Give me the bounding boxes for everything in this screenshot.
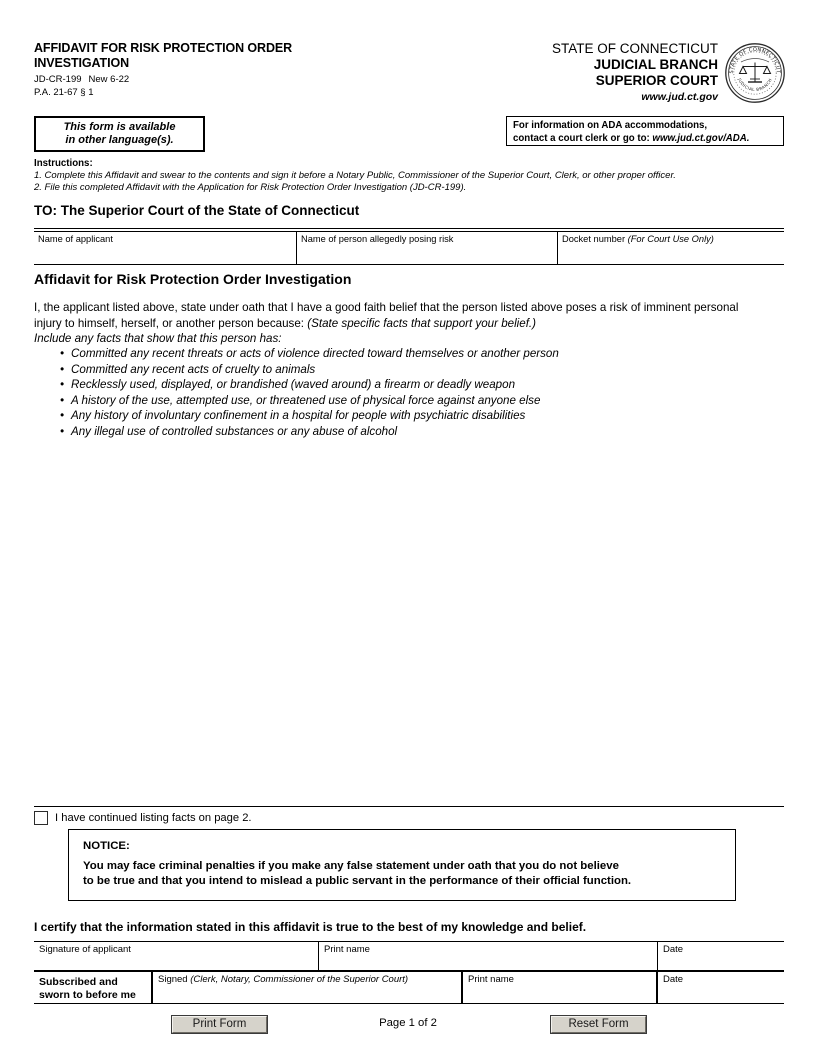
instructions-item-1: 1. Complete this Affidavit and swear to the contents and sign it before a Notary Public, Commissioner of the Superior Court, Clerk, or other proper officer. xyxy=(34,170,676,181)
form-statute: P.A. 21-67 § 1 xyxy=(34,86,94,98)
header-left xyxy=(34,41,414,99)
person-at-risk-label: Name of person allegedly posing risk xyxy=(301,234,454,244)
ada-accommodations-box xyxy=(506,116,784,146)
to-court-line: TO: The Superior Court of the State of Connecticut xyxy=(34,203,360,218)
judicial-branch-line: JUDICIAL BRANCH xyxy=(593,57,718,72)
party-fields-row xyxy=(34,228,784,264)
certification-statement: I certify that the information stated in this affidavit is true to the best of my knowledge and belief. xyxy=(34,920,587,934)
form-header xyxy=(34,41,786,105)
ada-line2-prefix: contact a court clerk or go to: xyxy=(513,132,653,144)
notice-box xyxy=(68,829,736,901)
officer-signed-label: Signed xyxy=(158,974,191,985)
svg-text:STATE OF CONNECTICUT: STATE OF CONNECTICUT xyxy=(728,46,782,74)
instructions-item-2: 2. File this completed Affidavit with the Application for Risk Protection Order Investigation (JD-CR-199). xyxy=(34,182,467,194)
header-right xyxy=(552,41,786,105)
continued-on-page-2-row[interactable] xyxy=(34,811,252,825)
form-code-line xyxy=(34,74,414,87)
facts-area-divider xyxy=(34,806,784,807)
court-identity xyxy=(552,41,718,105)
form-code: JD-CR-199 xyxy=(34,74,82,85)
officer-date-field[interactable] xyxy=(658,972,784,1003)
subscribed-line2: sworn to before me xyxy=(39,989,136,1001)
docket-number-field[interactable] xyxy=(558,232,784,265)
applicant-print-name-field[interactable] xyxy=(319,942,658,970)
notice-heading: NOTICE: xyxy=(83,840,130,852)
table-row xyxy=(34,942,784,972)
affidavit-section-title: Affidavit for Risk Protection Order Investigation xyxy=(34,271,352,287)
form-code-block xyxy=(34,74,414,99)
print-form-button[interactable]: Print Form xyxy=(172,1016,267,1033)
affidavit-include-facts: Include any facts that show that this person has: xyxy=(34,332,282,346)
ada-line1: For information on ADA accommodations, xyxy=(513,120,708,131)
superior-court-line: SUPERIOR COURT xyxy=(595,73,718,88)
officer-print-name-label: Print name xyxy=(468,974,514,985)
list-item: • Any history of involuntary confinement in a hospital for people with psychiatric disabilities xyxy=(60,408,760,424)
affidavit-paragraph-text: I, the applicant listed above, state under oath that I have a good faith belief that the person listed above poses a risk of imminent personal injury to himself, herself, or another person because: xyxy=(34,301,739,330)
officer-signed-note: (Clerk, Notary, Commissioner of the Superior Court) xyxy=(190,974,409,985)
judicial-branch-seal-icon xyxy=(724,42,786,104)
instructions-heading: Instructions: xyxy=(34,158,93,169)
language-line1: This form is available xyxy=(63,120,176,133)
instructions-block xyxy=(34,158,784,195)
ada-line2 xyxy=(513,133,777,146)
person-at-risk-field[interactable] xyxy=(297,232,558,265)
form-revision: New 6-22 xyxy=(88,74,130,85)
applicant-date-label: Date xyxy=(663,944,684,955)
signature-table xyxy=(34,941,784,1004)
form-title xyxy=(34,41,414,70)
facts-bullet-list xyxy=(60,346,760,440)
list-item: • Committed any recent threats or acts of violence directed toward themselves or another person xyxy=(60,346,760,362)
docket-number-note: (For Court Use Only) xyxy=(627,234,714,244)
applicant-signature-field[interactable] xyxy=(34,942,319,970)
applicant-signature-label: Signature of applicant xyxy=(39,944,131,955)
applicant-date-field[interactable] xyxy=(658,942,784,970)
list-item: • Committed any recent acts of cruelty to animals xyxy=(60,362,760,378)
applicant-name-label: Name of applicant xyxy=(38,234,113,244)
applicant-name-field[interactable] xyxy=(34,232,297,265)
list-item: • Any illegal use of controlled substances or any abuse of alcohol xyxy=(60,424,760,440)
language-line2: in other language(s). xyxy=(65,134,174,146)
docket-number-label: Docket number xyxy=(562,234,628,244)
officer-print-name-field[interactable] xyxy=(463,972,658,1003)
other-language-box xyxy=(34,116,205,152)
continued-checkbox-label: I have continued listing facts on page 2. xyxy=(55,811,252,824)
notice-line1: You may face criminal penalties if you make any false statement under oath that you do not believe xyxy=(83,859,619,872)
list-item: • Recklessly used, displayed, or brandished (waved around) a firearm or deadly weapon xyxy=(60,377,760,393)
website-link[interactable]: www.jud.ct.gov xyxy=(641,91,718,103)
officer-date-label: Date xyxy=(663,974,684,985)
form-title-line1: AFFIDAVIT FOR RISK PROTECTION ORDER xyxy=(34,41,293,55)
table-row xyxy=(34,972,784,1004)
ada-url[interactable]: www.jud.ct.gov/ADA. xyxy=(652,132,750,144)
officer-signed-field[interactable] xyxy=(153,972,463,1003)
affidavit-paragraph xyxy=(34,300,748,347)
state-line: STATE OF CONNECTICUT xyxy=(552,41,718,56)
page-number: Page 1 of 2 xyxy=(379,1017,437,1029)
reset-form-button[interactable]: Reset Form xyxy=(551,1016,646,1033)
continued-checkbox[interactable] xyxy=(34,811,48,825)
list-item: • A history of the use, attempted use, or threatened use of physical force against anyone else xyxy=(60,393,760,409)
subscribed-sworn-label xyxy=(34,972,153,1003)
svg-text:JUDICIAL BRANCH: JUDICIAL BRANCH xyxy=(737,77,773,93)
form-title-line2: INVESTIGATION xyxy=(34,55,130,70)
notice-line2: to be true and that you intend to mislead a public servant in the performance of their official function. xyxy=(83,875,632,887)
affidavit-paragraph-note: (State specific facts that support your belief.) xyxy=(307,316,537,330)
applicant-print-name-label: Print name xyxy=(324,944,370,955)
subscribed-line1: Subscribed and xyxy=(39,976,118,988)
